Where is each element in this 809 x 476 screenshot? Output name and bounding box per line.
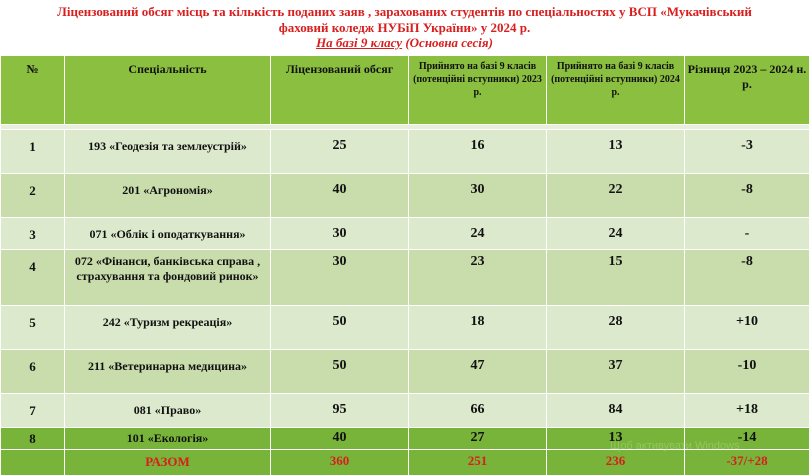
- row-diff: -10: [685, 350, 809, 394]
- row-diff: +18: [685, 394, 809, 428]
- title-basis: На базі 9 класу: [316, 35, 402, 50]
- title-line-1: Ліцензований обсяг місць та кількість поданих заяв , зарахованих студентів по спеціальностях у ВСП «Мукачівський: [0, 4, 809, 20]
- table-row: [1, 174, 809, 218]
- header-diff: Різниця 2023 – 2024 н. р.: [685, 56, 809, 125]
- row-2024: 15: [547, 250, 685, 306]
- row-spec: 211 «Ветеринарна медицина»: [65, 350, 271, 394]
- title-line-3: [0, 35, 809, 51]
- row-diff: -8: [685, 174, 809, 218]
- row-num: 8: [1, 428, 65, 450]
- row-licensed: 30: [271, 218, 409, 250]
- table-row: [1, 350, 809, 394]
- total-num: [1, 450, 65, 476]
- total-label: РАЗОМ: [65, 450, 271, 476]
- total-row: [1, 450, 809, 476]
- header-num: №: [1, 56, 65, 125]
- row-num: 2: [1, 174, 65, 218]
- enrollment-table: [0, 55, 809, 476]
- header-accepted-2024: Прийнято на базі 9 класів (потенційні вступники) 2024 р.: [547, 56, 685, 125]
- row-2024: 13: [547, 130, 685, 174]
- header-spec: Спеціальність: [65, 56, 271, 125]
- total-2024: 236: [547, 450, 685, 476]
- header-licensed: Ліцензований обсяг: [271, 56, 409, 125]
- row-2023: 18: [409, 306, 547, 350]
- row-spec: 242 «Туризм рекреація»: [65, 306, 271, 350]
- table-row: [1, 130, 809, 174]
- title-line-2: фаховий коледж НУБіП України» у 2024 р.: [0, 20, 809, 36]
- row-num: 1: [1, 130, 65, 174]
- row-spec: 193 «Геодезія та землеустрій»: [65, 130, 271, 174]
- row-diff: -: [685, 218, 809, 250]
- row-2023: 66: [409, 394, 547, 428]
- row-licensed: 50: [271, 350, 409, 394]
- row-diff: +10: [685, 306, 809, 350]
- header-accepted-2023: Прийнято на базі 9 класів (потенційні вступники) 2023 р.: [409, 56, 547, 125]
- title-session: (Основна сесія): [405, 35, 493, 50]
- table-row: [1, 306, 809, 350]
- row-2023: 30: [409, 174, 547, 218]
- row-spec: 081 «Право»: [65, 394, 271, 428]
- row-spec: 201 «Агрономія»: [65, 174, 271, 218]
- row-licensed: 25: [271, 130, 409, 174]
- row-2024: 84: [547, 394, 685, 428]
- row-licensed: 95: [271, 394, 409, 428]
- row-2023: 16: [409, 130, 547, 174]
- row-licensed: 50: [271, 306, 409, 350]
- total-licensed: 360: [271, 450, 409, 476]
- row-2023: 47: [409, 350, 547, 394]
- row-spec: 101 «Екологія»: [65, 428, 271, 450]
- row-licensed: 40: [271, 174, 409, 218]
- row-num: 7: [1, 394, 65, 428]
- row-num: 6: [1, 350, 65, 394]
- row-licensed: 40: [271, 428, 409, 450]
- row-2024: 37: [547, 350, 685, 394]
- total-2023: 251: [409, 450, 547, 476]
- row-2023: 24: [409, 218, 547, 250]
- page-title: [0, 4, 809, 51]
- row-2023: 27: [409, 428, 547, 450]
- table-row: [1, 218, 809, 250]
- row-diff: -8: [685, 250, 809, 306]
- row-spec: 071 «Облік і оподаткування»: [65, 218, 271, 250]
- total-diff: -37/+28: [685, 450, 809, 476]
- row-diff: -14: [685, 428, 809, 450]
- row-diff: -3: [685, 130, 809, 174]
- row-2024: 24: [547, 218, 685, 250]
- row-2024: 22: [547, 174, 685, 218]
- row-num: 5: [1, 306, 65, 350]
- activation-watermark: Щоб активувати Windows: [610, 440, 740, 452]
- table-row: [1, 250, 809, 306]
- row-2023: 23: [409, 250, 547, 306]
- row-licensed: 30: [271, 250, 409, 306]
- row-spec: 072 «Фінанси, банківська справа , страхування та фондовий ринок»: [65, 250, 271, 306]
- row-2024: 13: [547, 428, 685, 450]
- table-header-row: [1, 56, 809, 125]
- row-2024: 28: [547, 306, 685, 350]
- table-row: [1, 394, 809, 428]
- row-num: 4: [1, 250, 65, 306]
- row-num: 3: [1, 218, 65, 250]
